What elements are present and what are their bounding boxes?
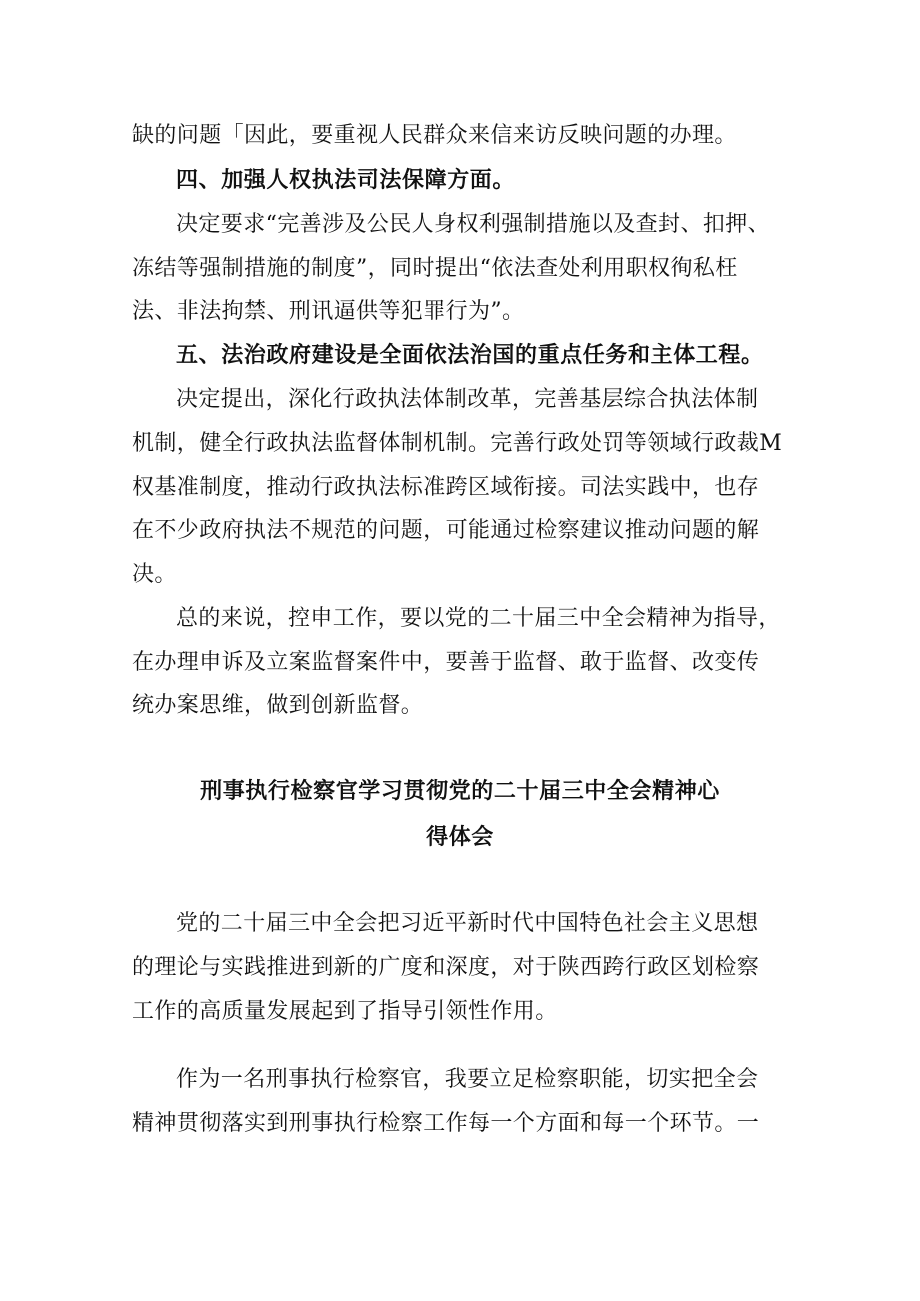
- paragraph-line: 法、非法拘禁、刑讯逼供等犯罪行为”。: [132, 299, 525, 324]
- article-title: 刑事执行检察官学习贯彻党的二十届三中全会精神心: [200, 779, 720, 804]
- paragraph-line: 的理论与实践推进到新的广度和深度，对于陕西跨行政区划检察: [132, 955, 760, 980]
- paragraph-line: 权基准制度，推动行政执法标准跨区域衔接。司法实践中，也存: [132, 475, 760, 500]
- paragraph-line: 在不少政府执法不规范的问题，可能通过检察建议推动问题的解: [132, 518, 760, 543]
- section-heading-5: 五、法治政府建设是全面依法治国的重点任务和主体工程。: [176, 343, 764, 368]
- paragraph-line: 党的二十届三中全会把习近平新时代中国特色社会主义思想: [176, 911, 759, 936]
- paragraph-line: 作为一名刑事执行检察官，我要立足检察职能，切实把全会: [176, 1067, 759, 1092]
- article-title-continued: 得体会: [426, 825, 494, 850]
- paragraph-line: 决。: [132, 562, 177, 587]
- paragraph-line: 工作的高质量发展起到了指导引领性作用。: [132, 999, 558, 1024]
- paragraph-line: 机制，健全行政执法监督体制机制。完善行政处罚等领域行政裁M: [132, 431, 783, 456]
- paragraph-line: 缺的问题「因此，要重视人民群众来信来访反映问题的办理。: [132, 123, 737, 148]
- paragraph-line: 在办理申诉及立案监督案件中，要善于监督、敢于监督、改变传: [132, 650, 760, 675]
- paragraph-line: 总的来说，控申工作，要以党的二十届三中全会精神为指导，: [176, 606, 781, 631]
- paragraph-line: 精神贯彻落实到刑事执行检察工作每一个方面和每一个环节。一: [132, 1111, 760, 1136]
- paragraph-line: 统办案思维，做到创新监督。: [132, 693, 424, 718]
- paragraph-line: 决定提出，深化行政执法体制改革，完善基层综合执法体制: [176, 387, 759, 412]
- section-heading-4: 四、加强人权执法司法保障方面。: [176, 168, 516, 193]
- paragraph-line: 冻结等强制措施的制度”，同时提出“依法查处利用职权徇私枉: [132, 256, 738, 281]
- paragraph-line: 决定要求“完善涉及公民人身权利强制措施以及查封、扣押、: [176, 212, 771, 237]
